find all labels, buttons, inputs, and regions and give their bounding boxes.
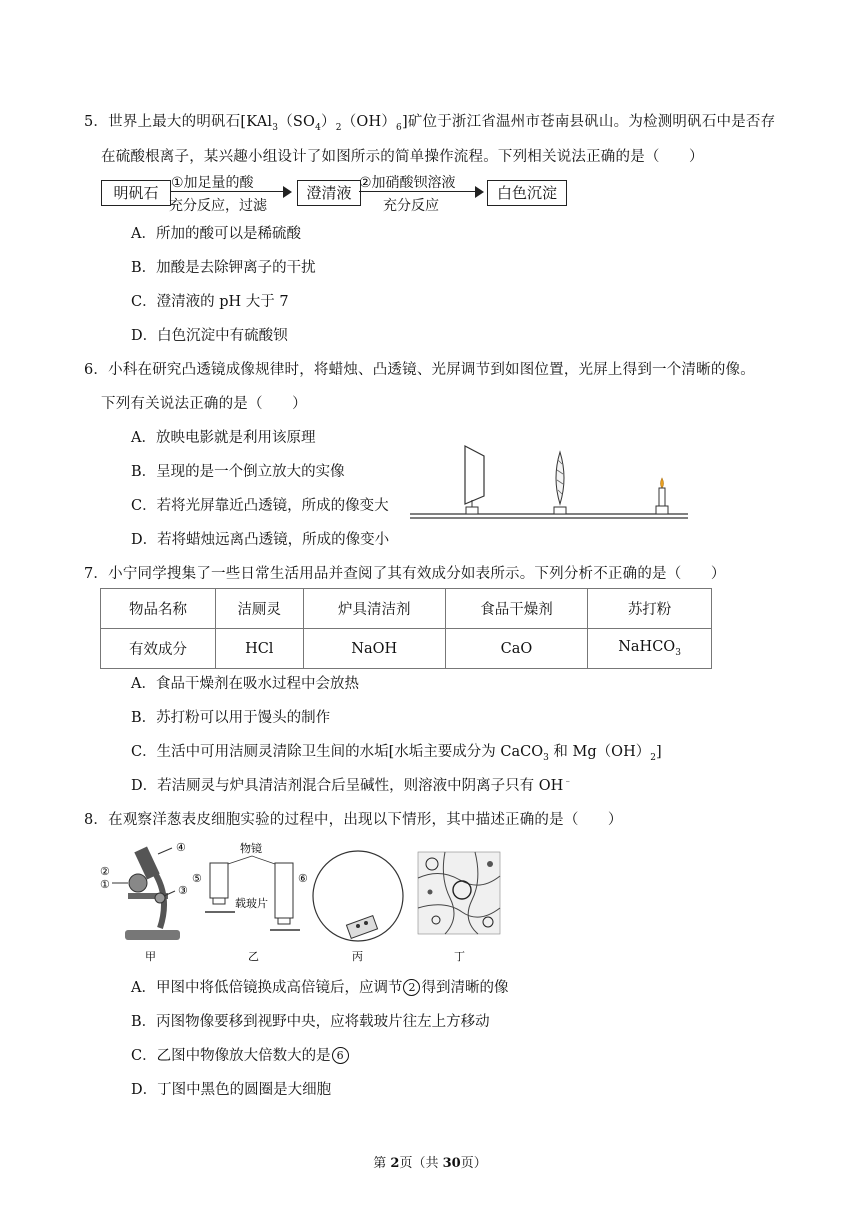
- caption-yi: 乙: [248, 950, 259, 963]
- flow-arrow2-head: [475, 186, 484, 198]
- caption-ding: 丁: [454, 950, 465, 963]
- flow-arrow1-head: [283, 186, 292, 198]
- q6-stem-line1: 6．小科在研究凸透镜成像规律时，将蜡烛、凸透镜、光屏调节到如图位置，光屏上得到一个清晰的像。: [84, 362, 755, 378]
- label-5: ⑤: [192, 872, 202, 885]
- table-cell: NaHCO$_3$: [588, 629, 712, 669]
- q7-option-b: B．苏打粉可以用于馒头的制作: [131, 710, 331, 726]
- objective-lenses-figure: [192, 841, 308, 963]
- label-1: ①: [100, 878, 110, 891]
- convex-lens: [554, 452, 566, 514]
- page-footer: 第 2页（共 30页）: [373, 1156, 487, 1171]
- flow-box-clear-liquid: 澄清液: [297, 180, 361, 206]
- table-cell: 物品名称: [101, 589, 216, 629]
- table-cell: 苏打粉: [588, 589, 712, 629]
- table-cell: HCl: [215, 629, 303, 669]
- q5-option-c: C．澄清液的 pH 大于 7: [131, 294, 289, 310]
- q5-option-d: D．白色沉淀中有硫酸钡: [131, 328, 288, 344]
- q7-option-c: C．生活中可用洁厕灵清除卫生间的水垢[水垢主要成分为 CaCO$_3$ 和 $Mg(OH)_2$]: [131, 744, 662, 763]
- label-2: ②: [100, 865, 110, 878]
- q5-option-b: B．加酸是去除钾离子的干扰: [131, 260, 316, 276]
- candle: [656, 478, 668, 514]
- q5-flowchart: [101, 175, 561, 214]
- q6-option-c: C．若将光屏靠近凸透镜，所成的像变大: [131, 498, 389, 514]
- q6-option-b: B．呈现的是一个倒立放大的实像: [131, 464, 345, 480]
- table-cell: 有效成分: [101, 629, 216, 669]
- q8-option-b: B．丙图物像要移到视野中央，应将载玻片往左上方移动: [131, 1014, 490, 1030]
- q7-ingredient-table: [100, 588, 712, 669]
- q7-option-a: A．食品干燥剂在吸水过程中会放热: [131, 676, 359, 692]
- label-4: ④: [176, 841, 186, 854]
- q6-option-d: D．若将蜡烛远离凸透镜，所成的像变小: [131, 532, 390, 548]
- label-3: ③: [178, 884, 188, 897]
- flow-box-alum: 明矾石: [101, 180, 171, 206]
- q6-option-a: A．放映电影就是利用该原理: [131, 430, 316, 446]
- table-cell: CaO: [445, 629, 587, 669]
- flow-arrow1-bottom: 充分反应，过滤: [169, 198, 267, 214]
- q8-stem: 8．在观察洋葱表皮细胞实验的过程中，出现以下情形，其中描述正确的是（ ）: [84, 812, 623, 828]
- optical-bench-figure: [410, 438, 690, 524]
- q8-figures: [100, 838, 510, 963]
- table-cell: 炉具清洁剂: [303, 589, 445, 629]
- q8-option-a: A．甲图中将低倍镜换成高倍镜后，应调节 2 得到清晰的像: [131, 980, 509, 996]
- q7-stem: 7．小宁同学搜集了一些日常生活用品并查阅了其有效成分如表所示。下列分析不正确的是（ ）: [84, 566, 726, 582]
- light-screen: [465, 446, 484, 514]
- flow-arrow2-bottom: 充分反应: [383, 198, 439, 214]
- circled-number-2: 2: [403, 979, 420, 996]
- q8-option-c: C．乙图中物像放大倍数大的是 6: [131, 1044, 350, 1065]
- flow-arrow1-top: ①加足量的酸: [171, 175, 254, 191]
- field-of-view-figure: [313, 851, 403, 963]
- flow-arrow1-line: [171, 191, 283, 192]
- circled-number-6: 6: [332, 1047, 349, 1064]
- microscope-figure: [100, 841, 188, 963]
- table-cell: 洁厕灵: [215, 589, 303, 629]
- label-slide: 载玻片: [235, 897, 268, 910]
- q6-stem-line2: 下列有关说法正确的是（ ）: [101, 396, 307, 412]
- table-row: [101, 629, 712, 669]
- q5-stem-line2: 在硫酸根离子，某兴趣小组设计了如图所示的简单操作流程。下列相关说法正确的是（ ）: [101, 149, 704, 165]
- label-6: ⑥: [298, 872, 308, 885]
- flow-arrow2-line: [359, 191, 475, 192]
- optical-bench-rail: [410, 514, 688, 518]
- flow-arrow2-top: ②加硝酸钡溶液: [359, 175, 456, 191]
- flow-box-white-precipitate: 白色沉淀: [487, 180, 567, 206]
- table-cell: NaOH: [303, 629, 445, 669]
- q5-option-a: A．所加的酸可以是稀硫酸: [131, 226, 301, 242]
- caption-bing: 丙: [352, 950, 363, 963]
- table-cell: 食品干燥剂: [445, 589, 587, 629]
- caption-jia: 甲: [145, 950, 156, 963]
- q5-stem-line1: 5．世界上最大的明矾石$[KAl_3(SO_4)_2(OH)_6]$矿位于浙江省温州市苍南县矾山。为检测明矾石中是否存: [84, 114, 776, 133]
- onion-cells-figure: [418, 852, 500, 963]
- label-objective: 物镜: [240, 842, 262, 855]
- q8-option-d: D．丁图中黑色的圆圈是大细胞: [131, 1082, 332, 1098]
- table-row: [101, 589, 712, 629]
- q7-option-d: D．若洁厕灵与炉具清洁剂混合后呈碱性，则溶液中阴离子只有 OH﹣: [131, 777, 573, 794]
